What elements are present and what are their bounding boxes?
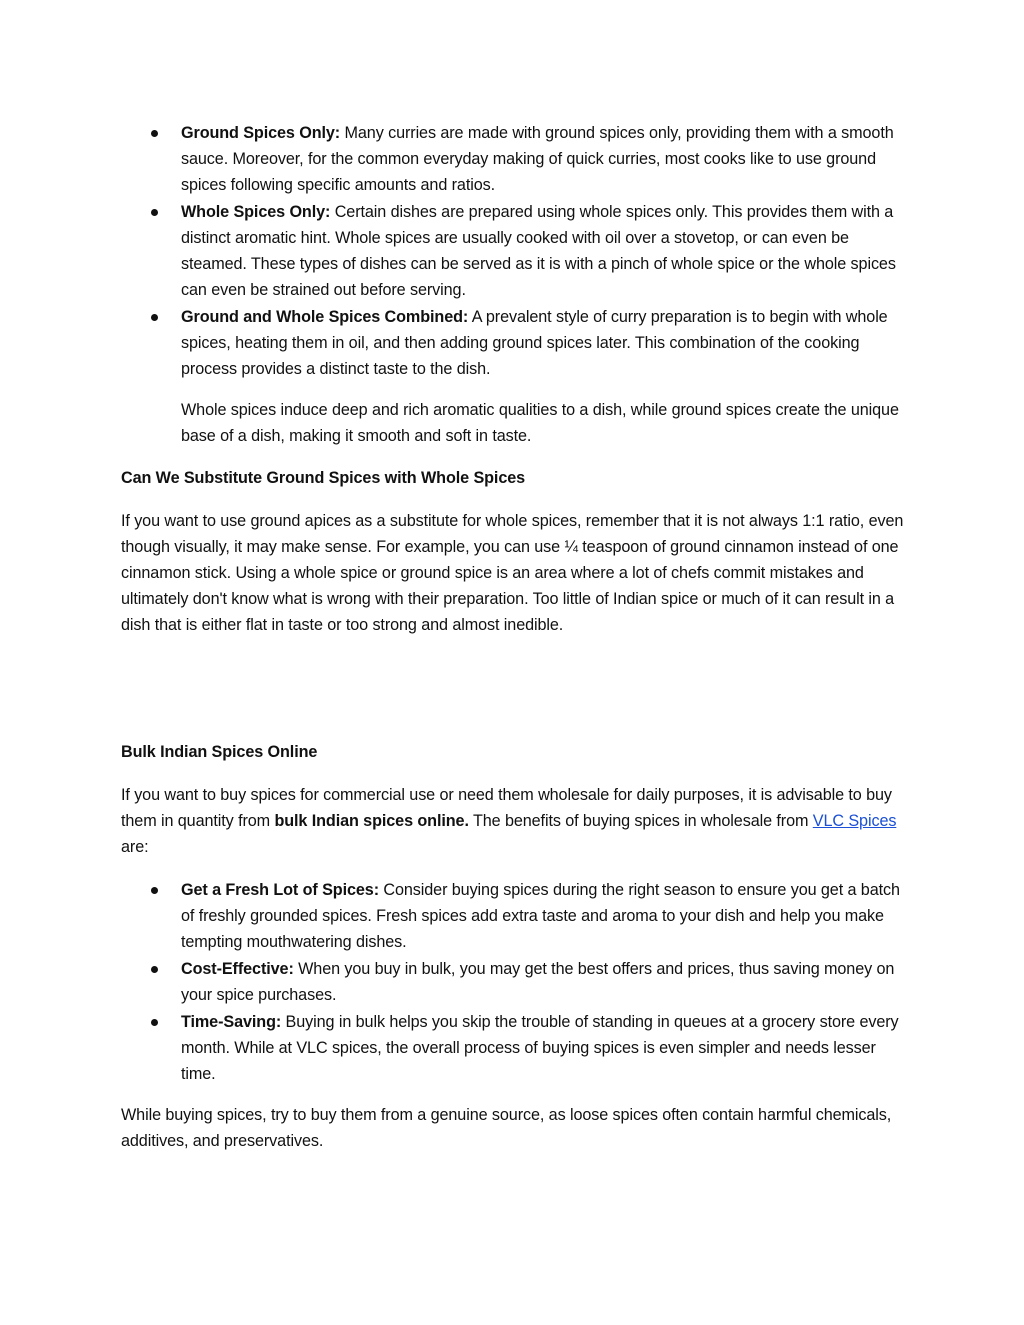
bullet-icon [151,1019,158,1026]
bulk-paragraph [121,782,911,860]
note-paragraph: Whole spices induce deep and rich aromatic qualities to a dish, while ground spices create the unique base of a dish, making it smooth and soft in taste. [181,401,899,445]
bullet-icon [151,887,158,894]
vlc-spices-link[interactable]: VLC Spices [812,812,897,830]
bullet-icon [151,314,158,321]
list-item-title: Whole Spices Only: [181,203,331,221]
list-item-ground-spices [181,120,911,198]
list-item-time-saving [181,1009,911,1087]
list-item-title: Ground Spices Only: [181,124,341,142]
bulk-text-after: are: [121,838,149,856]
list-item-title: Ground and Whole Spices Combined: [181,308,469,326]
list-item-title: Time-Saving: [181,1013,282,1031]
list-item-text: Many curries are made with ground spices only, providing them with a smooth sauce. Moreover, for the common everyday making of quick curries, most cooks like to use ground spices following specific amounts and ratios. [181,124,894,194]
list-item-combined-spices [181,304,911,382]
list-item-whole-spices [181,199,911,303]
list-item-title: Cost-Effective: [181,960,294,978]
section-heading-substitute: Can We Substitute Ground Spices with Whole Spices [121,469,526,487]
list-item-text: Certain dishes are prepared using whole spices only. This provides them with a distinct aromatic hint. Whole spices are usually cooked with oil over a stovetop, or can even be steamed. These types of dishes can be served as it is with a pinch of whole spice or the whole spices can even be strained out before serving. [181,203,896,299]
list-item-title: Get a Fresh Lot of Spices: [181,881,379,899]
bulk-text-before: If you want to buy spices for commercial use or need them wholesale for daily purposes, it is advisable to buy them in quantity from [121,786,892,830]
bullet-icon [151,966,158,973]
bulk-text-middle: The benefits of buying spices in wholesale from [468,812,813,830]
list-item-text: When you buy in bulk, you may get the best offers and prices, thus saving money on your spice purchases. [181,960,895,1004]
spice-types-list [181,120,911,383]
list-item-text: Buying in bulk helps you skip the trouble of standing in queues at a grocery store every month. While at VLC spices, the overall process of buying spices is even simpler and needs lesser time. [181,1013,899,1083]
bullet-icon [151,130,158,137]
bullet-icon [151,209,158,216]
list-item-text: Consider buying spices during the right season to ensure you get a batch of freshly grounded spices. Fresh spices add extra taste and aroma to your dish and help you make tempting mouthwatering dishes. [181,881,900,951]
list-item-cost-effective [181,956,911,1008]
closing-paragraph: While buying spices, try to buy them from a genuine source, as loose spices often contain harmful chemicals, additives, and preservatives. [121,1106,892,1150]
substitute-paragraph: If you want to use ground apices as a substitute for whole spices, remember that it is not always 1:1 ratio, even though visually, it may make sense. For example, you can use ¼ teaspoon of ground cinnamon instead of one cinnamon stick. Using a whole spice or ground spice is an area where a lot of chefs commit mistakes and ultimately don't know what is wrong with their preparation. Too little of Indian spice or much of it can result in a dish that is either flat in taste or too strong and almost inedible. [121,512,904,634]
list-item-fresh-lot [181,877,911,955]
section-heading-bulk: Bulk Indian Spices Online [121,743,318,761]
list-item-text: A prevalent style of curry preparation is to begin with whole spices, heating them in oil, and then adding ground spices later. This combination of the cooking process provides a distinct taste to the dish. [181,308,888,378]
benefits-list [181,877,911,1088]
bulk-text-bold: bulk Indian spices online. [274,812,469,830]
